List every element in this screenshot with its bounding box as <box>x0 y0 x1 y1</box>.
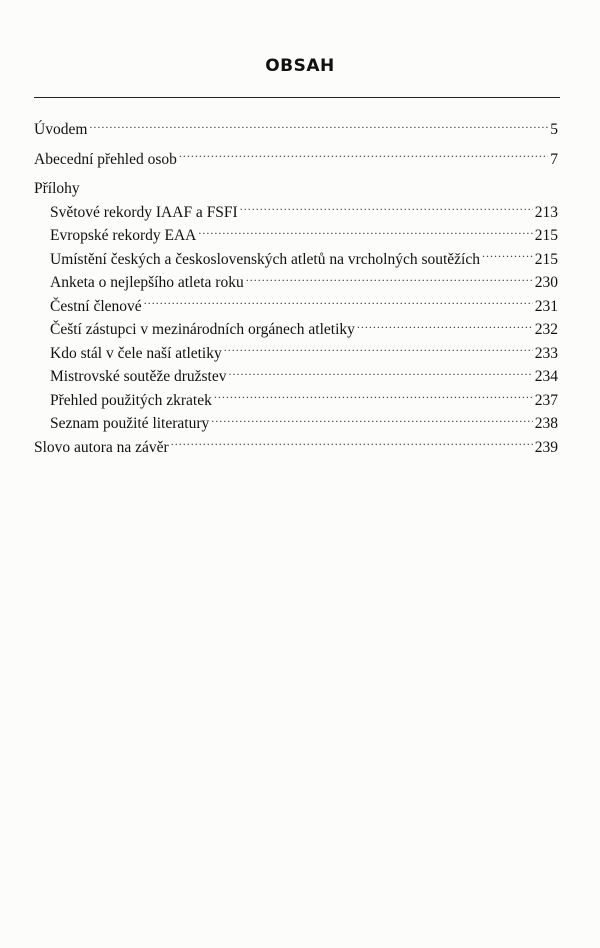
toc-subentry <box>34 224 558 248</box>
toc-entry-label: Umístění českých a československých atletů na vrcholných soutěžích <box>50 250 480 268</box>
dot-leader <box>198 225 532 241</box>
table-of-contents <box>34 118 558 459</box>
dot-leader <box>214 389 533 405</box>
toc-subentry <box>34 295 558 319</box>
dot-leader <box>89 119 548 135</box>
toc-entry-label: Světové rekordy IAAF a FSFI <box>50 203 238 221</box>
toc-entry-label: Čestní členové <box>50 297 142 315</box>
toc-entry-label: Abecední přehled osob <box>34 150 177 168</box>
toc-subentry <box>34 271 558 295</box>
toc-page-number: 237 <box>534 391 558 409</box>
toc-entry-label: Slovo autora na závěr <box>34 438 169 456</box>
toc-entry-label: Čeští zástupci v mezinárodních orgánech atletiky <box>50 321 355 338</box>
toc-subentry <box>34 342 558 366</box>
toc-subentry <box>34 412 558 436</box>
toc-page-number: 213 <box>534 203 558 221</box>
dot-leader <box>171 436 533 452</box>
title-divider <box>34 97 560 98</box>
toc-page-number: 5 <box>550 121 558 138</box>
toc-page-number: 232 <box>534 321 558 338</box>
toc-subentry <box>34 318 558 342</box>
toc-subentry <box>34 389 558 413</box>
toc-page-number: 215 <box>534 250 558 268</box>
toc-page-number: 234 <box>534 368 558 385</box>
toc-page-number: 7 <box>550 150 558 168</box>
toc-entry-abecedni-prehled <box>34 148 558 172</box>
toc-entry-label: Úvodem <box>34 121 88 138</box>
dot-leader <box>240 201 533 217</box>
toc-entry-uvodem <box>34 118 558 142</box>
toc-page-number: 233 <box>534 344 558 362</box>
toc-subentry <box>34 201 558 225</box>
toc-page-number: 215 <box>534 227 558 244</box>
toc-page-number: 239 <box>534 438 558 456</box>
toc-entry-slovo-autora <box>34 436 558 460</box>
dot-leader <box>229 366 533 382</box>
toc-page-number: 238 <box>534 415 558 432</box>
dot-leader <box>246 272 533 288</box>
toc-entry-label: Přehled použitých zkratek <box>50 391 212 409</box>
dot-leader <box>144 295 533 311</box>
dot-leader <box>179 148 548 164</box>
page-title: OBSAH <box>265 56 335 76</box>
dot-leader <box>211 413 533 429</box>
toc-entry-label: Anketa o nejlepšího atleta roku <box>50 274 244 291</box>
toc-subentry <box>34 248 558 272</box>
toc-entry-label: Seznam použité literatury <box>50 415 210 432</box>
toc-subentry <box>34 365 558 389</box>
dot-leader <box>482 248 533 264</box>
dot-leader <box>224 342 533 358</box>
toc-entry-label: Mistrovské soutěže družstev <box>50 368 227 385</box>
dot-leader <box>357 319 533 335</box>
toc-page-number: 230 <box>534 274 558 291</box>
toc-entry-label: Kdo stál v čele naší atletiky <box>50 344 222 362</box>
appendix-heading: Přílohy <box>34 180 80 197</box>
toc-entry-label: Evropské rekordy EAA <box>50 227 197 244</box>
toc-page-number: 231 <box>534 297 558 315</box>
